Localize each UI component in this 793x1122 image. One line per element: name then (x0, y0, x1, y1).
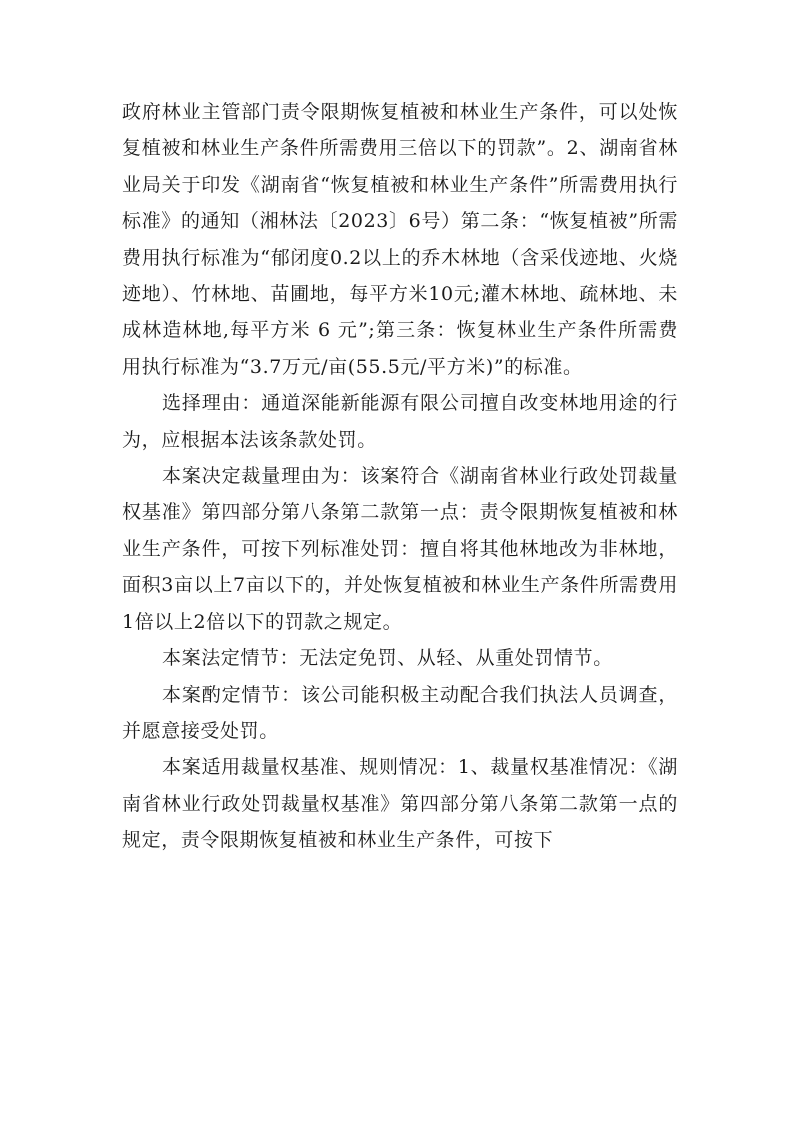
paragraph-penalty-provisions: 政府林业主管部门责令限期恢复植被和林业生产条件，可以处恢复植被和林业生产条件所需费用三倍以下的罚款”。2、湖南省林业局关于印发《湖南省“恢复植被和林业生产条件”所需费用执行标准》的通知（湘林法〔2023〕6号）第二条：“恢复植被”所需费用执行标准为“郁闭度0.2以上的乔木林地（含采伐迹地、火烧迹地）、竹林地、苗圃地，每平方米10元;灌木林地、疏林地、未成林造林地,每平方米 6 元”;第三条：恢复林业生产条件所需费用执行标准为“3.7万元/亩(55.5元/平方米)”的标准。 (122, 101, 678, 378)
paragraph-selection-reason: 选择理由：通道深能新能源有限公司擅自改变林地用途的行为，应根据本法该条款处罚。 (122, 392, 678, 451)
paragraph-statutory-circumstances: 本案法定情节：无法定免罚、从轻、从重处罚情节。 (162, 647, 613, 670)
paragraph-discretion-reason: 本案决定裁量理由为：该案符合《湖南省林业行政处罚裁量权基准》第四部分第八条第二款第一点：责令限期恢复植被和林业生产条件，可按下列标准处罚：擅自将其他林地改为非林地，面积3亩以上7亩以下的，并处恢复植被和林业生产条件所需费用1倍以上2倍以下的罚款之规定。 (122, 465, 678, 633)
paragraph-applicable-standards: 本案适用裁量权基准、规则情况：1、裁量权基准情况：《湖南省林业行政处罚裁量权基准》第四部分第八条第二款第一点的规定，责令限期恢复植被和林业生产条件，可按下 (122, 756, 678, 852)
paragraph-discretionary-circumstances: 本案酌定情节：该公司能积极主动配合我们执法人员调查，并愿意接受处罚。 (122, 683, 678, 742)
document-body (122, 94, 678, 859)
